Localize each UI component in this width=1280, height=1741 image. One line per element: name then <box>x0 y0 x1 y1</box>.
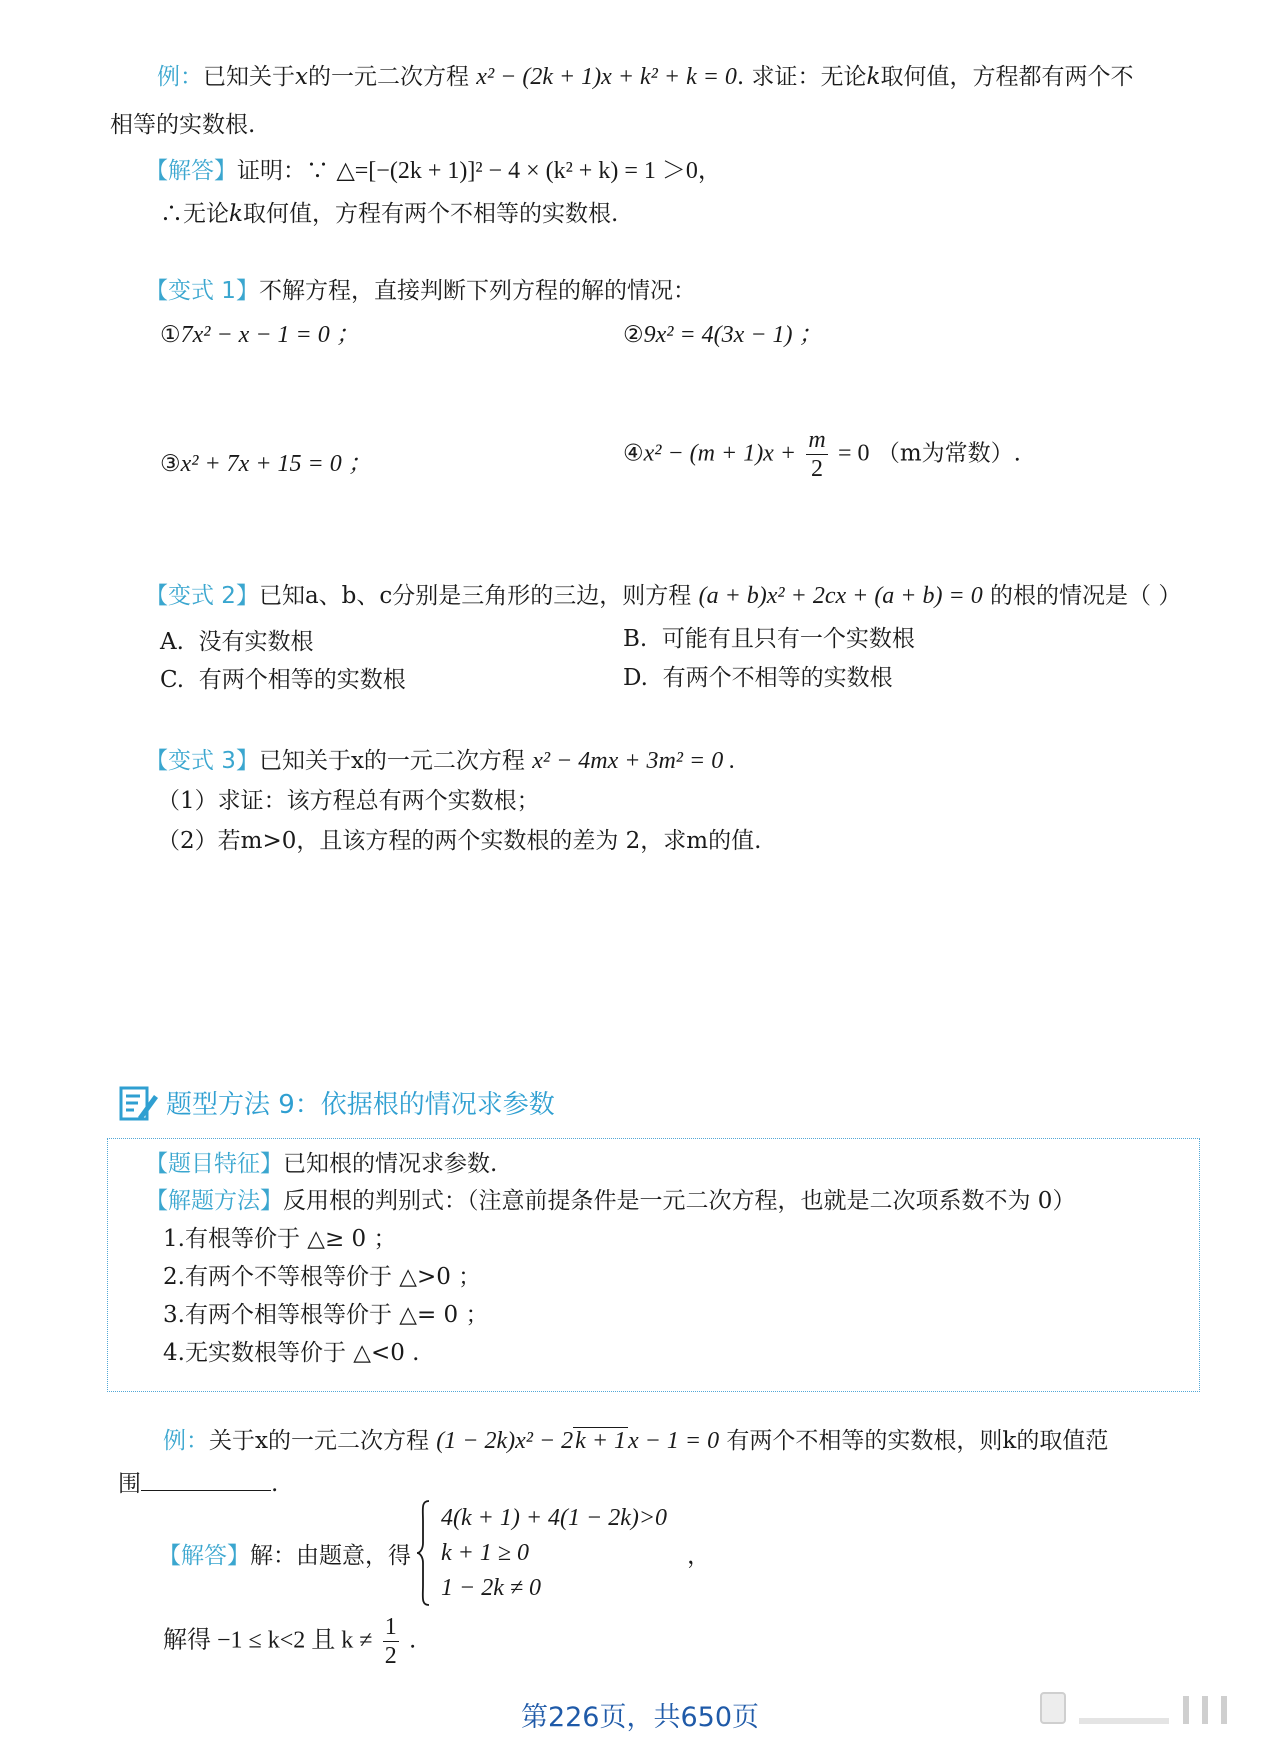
section-title: 题型方法 9：依据根的情况求参数 <box>166 1090 555 1120</box>
method-rule-3: 3.有两个相等根等价于 △= 0 ； <box>163 1302 489 1328</box>
method-rule-2: 2.有两个不等根等价于 △>0 ； <box>163 1264 482 1290</box>
example1-line2: 相等的实数根. <box>110 112 256 138</box>
example2-line2: 围 . <box>118 1471 279 1497</box>
option-a: A. 没有实数根 <box>160 629 314 655</box>
variant2-tag: 【变式 2】 <box>145 583 259 609</box>
variant1-prompt: 【变式 1】不解方程，直接判断下列方程的解的情况： <box>145 278 696 304</box>
example-tag: 例： <box>157 64 203 90</box>
scroll-bars-decoration <box>1040 1692 1233 1724</box>
example2-line1: 例：关于x的一元二次方程 (1 − 2k)x² − 2k + 1x − 1 = 0 有两个不相等的实数根，则k的取值范 <box>163 1428 1109 1454</box>
pencil-note-icon <box>118 1085 160 1129</box>
variant2-prompt: 【变式 2】已知a、b、c分别是三角形的三边，则方程 (a + b)x² + 2cx + (a + b) = 0 的根的情况是（ ） <box>145 583 1182 609</box>
option-c: C. 有两个相等的实数根 <box>160 667 406 693</box>
variant1-item-2: ②9x² = 4(3x − 1) ； <box>623 322 823 348</box>
solution-tag: 【解答】 <box>145 158 237 184</box>
variant2-equation: (a + b)x² + 2cx + (a + b) = 0 <box>698 583 983 609</box>
variant1-tag: 【变式 1】 <box>145 278 259 304</box>
variant1-item-1: ①7x² − x − 1 = 0 ； <box>160 322 360 348</box>
example1-line1: 例：已知关于x的一元二次方程 x² − (2k + 1)x + k² + k = 0. 求证：无论k取何值，方程都有两个不 <box>157 64 1134 90</box>
square-root: k + 1 <box>575 1428 627 1454</box>
option-b: B. 可能有且只有一个实数根 <box>623 626 915 652</box>
solution1-formula: △=[−(2k + 1)]² − 4 × (k² + k) = 1 ＞0， <box>336 158 722 184</box>
fraction-m-over-2: $\frac{m}{2}$ <box>808 427 826 482</box>
option-d: D. 有两个不相等的实数根 <box>623 665 893 691</box>
variant3-question-1: （1）求证：该方程总有两个实数根； <box>157 788 540 814</box>
fraction-one-half: $\frac{1}{2}$ <box>384 1614 397 1669</box>
variant3-tag: 【变式 3】 <box>145 748 259 774</box>
solution2-system-line: 【解答】 解：由题意，得 4(k + 1) + 4(1 − 2k)>0 k + 1 ≥ 0 1 − 2k ≠ 0 ， <box>158 1498 710 1608</box>
system-line-1: 4(k + 1) + 4(1 − 2k)>0 <box>441 1504 668 1531</box>
solution2-tag: 【解答】 <box>158 1542 250 1569</box>
method-approach: 【解题方法】反用根的判别式：（注意前提条件是一元二次方程，也就是二次项系数不为 0） <box>145 1188 1076 1214</box>
equation-system <box>431 1505 667 1602</box>
solution2-result: 解得 −1 ≤ k<2 且 k ≠ $\frac{1}{2}$ . <box>163 1614 417 1669</box>
variant3-equation: x² − 4mx + 3m² = 0 . <box>532 748 736 774</box>
variant3-question-2: （2）若m>0，且该方程的两个实数根的差为 2，求m的值. <box>157 828 762 854</box>
system-line-2: k + 1 ≥ 0 <box>441 1539 530 1566</box>
section-heading <box>118 1084 555 1129</box>
answer-blank <box>141 1472 271 1491</box>
variant3-prompt: 【变式 3】已知关于x的一元二次方程 x² − 4mx + 3m² = 0 . <box>145 748 736 774</box>
system-line-3: 1 − 2k ≠ 0 <box>441 1574 542 1601</box>
variant1-item-4: ④x² − (m + 1)x + $\frac{m}{2}$ = 0 （m为常数）. <box>623 427 1021 482</box>
method-feature: 【题目特征】已知根的情况求参数. <box>145 1151 498 1177</box>
example1-equation: x² − (2k + 1)x + k² + k = 0 <box>476 64 737 90</box>
solution1-line1: 【解答】证明：∵ △=[−(2k + 1)]² − 4 × (k² + k) = 1 ＞0， <box>145 158 722 184</box>
left-brace-icon <box>415 1499 431 1607</box>
solution1-conclusion: ∴无论k取何值，方程有两个不相等的实数根. <box>160 201 619 227</box>
example2-tag: 例： <box>163 1428 209 1454</box>
method-rule-1: 1.有根等价于 △≥ 0 ； <box>163 1226 397 1252</box>
page-indicator: 第226页，共650页 <box>520 1702 760 1733</box>
variant1-item-3: ③x² + 7x + 15 = 0 ； <box>160 451 372 477</box>
method-tag: 【解题方法】 <box>145 1188 283 1214</box>
method-rule-4: 4.无实数根等价于 △<0 . <box>163 1340 420 1366</box>
feature-tag: 【题目特征】 <box>145 1151 283 1177</box>
